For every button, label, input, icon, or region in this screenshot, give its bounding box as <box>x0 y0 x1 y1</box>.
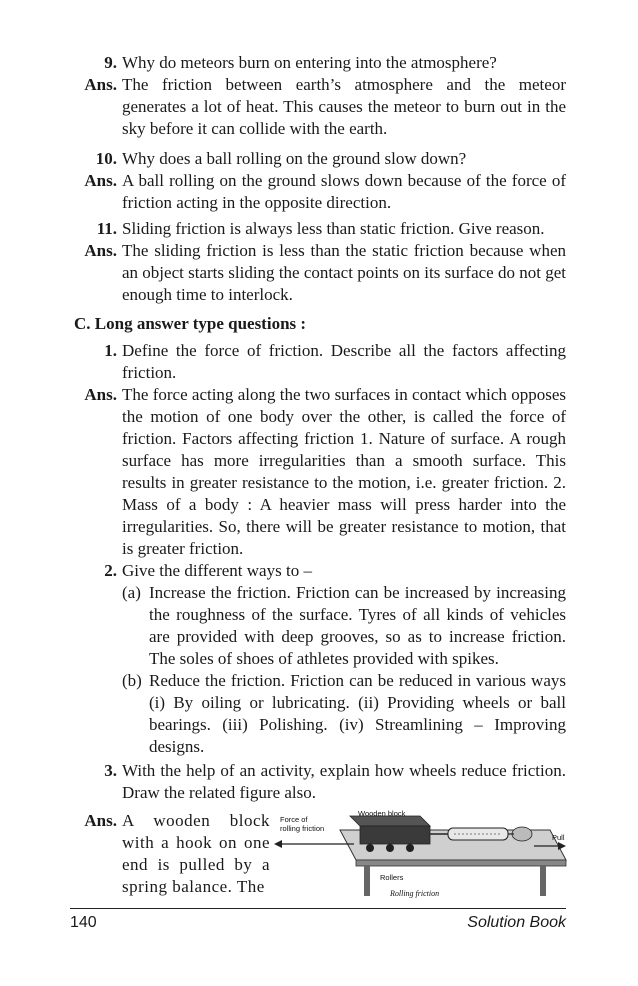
question-text: Why do meteors burn on entering into the atmosphere? <box>122 53 497 72</box>
footer-rule <box>70 908 566 909</box>
roller <box>366 844 374 852</box>
long-question-1 <box>70 340 566 560</box>
question-9 <box>70 52 566 140</box>
table-leg <box>540 866 546 896</box>
answer-text: The sliding friction is less than the static friction because when an object starts sliding the contact points on its surface do not get enough time to interlock. <box>122 241 566 304</box>
answer-label: Ans. <box>84 171 117 190</box>
question-number: 11. <box>96 219 117 238</box>
question-text: Why does a ball rolling on the ground slow down? <box>122 149 467 168</box>
answer-text: The force acting along the two surfaces in contact which opposes the motion of one body over the other, is called the force of friction. Factors affecting friction 1. Nature of surface. A rough surface has more irregularities than a smooth surface. This results in greater resistance to the motion, i.e. greater friction. 2. Mass of a body : A heavier mass will press harder into the irregularities. So, there will be greater resistance to motion, that is greater friction. <box>122 385 566 558</box>
section-heading: C. Long answer type questions : <box>74 314 307 333</box>
label-wooden-block: Wooden block <box>358 809 406 818</box>
question-number: 2. <box>104 561 117 580</box>
sub-text: Increase the friction. Friction can be increased by increasing the roughness of the surface. Tyres of all kinds of vehicles are provided with deep grooves, so as to increase friction. The soles of shoes of athletes provided with spikes. <box>149 583 566 668</box>
friction-arrow-head <box>274 840 282 848</box>
question-text: Sliding friction is always less than static friction. Give reason. <box>122 219 545 238</box>
page-number: 140 <box>70 914 97 931</box>
answer-label: Ans. <box>84 75 117 94</box>
question-11 <box>70 218 566 306</box>
answer-text: A ball rolling on the ground slows down because of the force of friction acting in the opposite direction. <box>122 171 566 212</box>
question-number: 9. <box>104 53 117 72</box>
hand <box>512 827 532 841</box>
question-number: 3. <box>104 761 117 780</box>
book-title: Solution Book <box>467 914 566 931</box>
question-text: Define the force of friction. Describe all the factors affecting friction. <box>122 341 566 382</box>
label-force-of-rolling-friction-line1: Force of <box>280 815 308 824</box>
pull-arrow-head <box>558 842 566 850</box>
long-question-3 <box>70 760 566 804</box>
wooden-block <box>360 826 430 844</box>
answer-label: Ans. <box>84 241 117 260</box>
answer-label: Ans. <box>84 811 117 830</box>
long-question-2 <box>70 560 566 758</box>
sub-answer-a <box>122 582 566 670</box>
answer-text: A wooden block with a hook on one end is pulled by a spring balance. The <box>122 811 270 896</box>
label-force-of-rolling-friction-line2: rolling friction <box>280 824 325 833</box>
rolling-friction-figure <box>270 808 568 903</box>
roller <box>406 844 414 852</box>
sub-label: (b) <box>122 671 142 690</box>
answer-label: Ans. <box>84 385 117 404</box>
sub-answer-b <box>122 670 566 758</box>
question-number: 1. <box>104 341 117 360</box>
sub-label: (a) <box>122 583 141 602</box>
answer-text: The friction between earth’s atmosphere and the meteor generates a lot of heat. This causes the meteor to burn out in the sky before it can collide with the earth. <box>122 75 566 138</box>
label-rollers: Rollers <box>380 873 404 882</box>
long-answer-3 <box>70 810 270 898</box>
question-text: With the help of an activity, explain how wheels reduce friction. Draw the related figure also. <box>122 761 566 802</box>
roller <box>386 844 394 852</box>
label-pull: Pull <box>552 833 565 842</box>
question-10 <box>70 148 566 214</box>
table-edge <box>356 860 566 866</box>
sub-text: Reduce the friction. Friction can be reduced in various ways (i) By oiling or lubricating. (ii) Providing wheels or ball bearings. (iii) Polishing. (iv) Streamlining – Improving designs. <box>149 671 566 756</box>
table-leg <box>364 866 370 896</box>
question-text: Give the different ways to – <box>122 561 312 580</box>
question-number: 10. <box>95 149 117 168</box>
figure-caption: Rolling friction <box>390 889 440 898</box>
